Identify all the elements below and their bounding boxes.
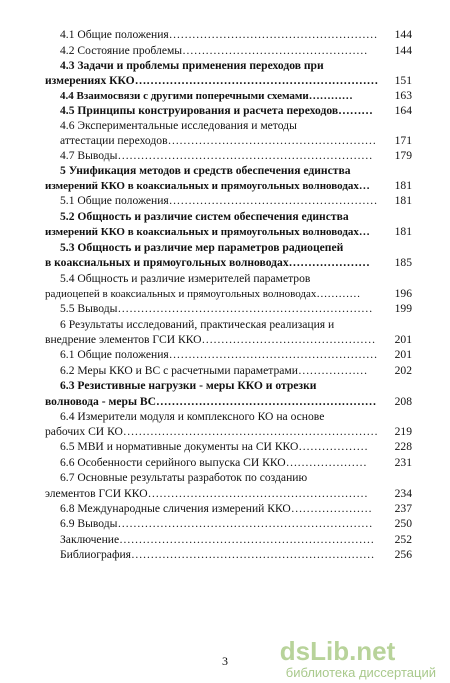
toc-page-number: 219	[394, 425, 412, 438]
toc-page-number: 256	[394, 548, 412, 561]
toc-entry: 6.5 МВИ и нормативные документы на СИ ККО………………	[60, 440, 368, 453]
toc-entry: 5.2 Общность и различие систем обеспечения единства	[60, 210, 349, 223]
toc-entry: 6 Результаты исследований, практическая реализация и	[60, 318, 335, 331]
toc-page-number: 144	[394, 44, 412, 57]
toc-entry: 6.1 Общие положения………………………………………………	[60, 348, 378, 361]
toc-entry: Библиография………………………………………………………	[60, 548, 375, 561]
toc-page-number: 163	[394, 89, 412, 102]
toc-entry: 5.1 Общие положения………………………………………………	[60, 194, 378, 207]
toc-entry: волновода - меры ВС…………………………………………………	[45, 395, 377, 408]
toc-page-number: 252	[394, 533, 412, 546]
toc-entry: 6.4 Измерители модуля и комплексного КО на основе	[60, 410, 325, 423]
toc-page-number: 231	[394, 456, 412, 469]
toc-page-number: 234	[394, 487, 412, 500]
toc-page-number: 201	[394, 333, 412, 346]
toc-entry: 6.8 Международные сличения измерений ККО…………………	[60, 502, 372, 515]
toc-page-number: 208	[394, 395, 412, 408]
toc-entry: 4.5 Принципы конструирования и расчета переходов………	[60, 104, 373, 117]
toc-entry: 6.3 Резистивные нагрузки - меры ККО и отрезки	[60, 379, 317, 392]
toc-entry: внедрение элементов ГСИ ККО………………………………………	[45, 333, 376, 346]
toc-entry: 4.2 Состояние проблемы…………………………………………	[60, 44, 368, 57]
toc-page-number: 202	[394, 364, 412, 377]
toc-entry: 6.2 Меры ККО и ВС с расчетными параметрами………………	[60, 364, 368, 377]
toc-entry: 6.7 Основные результаты разработок по созданию	[60, 471, 308, 484]
page-number: 3	[222, 654, 228, 668]
toc-page-number: 201	[394, 348, 412, 361]
toc-entry: 5 Унификация методов и средств обеспечения единства	[60, 164, 351, 177]
toc-page-number: 196	[394, 287, 412, 300]
toc-entry: 6.9 Выводы…………………………………………………………	[60, 517, 373, 530]
toc-entry: измерениях ККО………………………………………………………	[45, 74, 379, 87]
toc-page-number: 151	[394, 74, 412, 87]
toc-entry: 4.6 Экспериментальные исследования и методы	[60, 119, 297, 132]
toc-entry: Заключение…………………………………………………………	[60, 533, 375, 546]
toc-page-number: 181	[394, 194, 412, 207]
toc-page-number: 181	[394, 225, 412, 238]
toc-entry: измерений ККО в коаксиальных и прямоугольных волноводах…	[45, 226, 370, 238]
toc-entry: в коаксиальных и прямоугольных волноводах…………………	[45, 256, 370, 269]
toc-entry: радиоцепей в коаксиальных и прямоугольных волноводах…………	[45, 288, 361, 300]
toc-page-number: 181	[394, 179, 412, 192]
toc-entry: 6.6 Особенности серийного выпуска СИ ККО…………………	[60, 456, 367, 469]
toc-entry: измерений ККО в коаксиальных и прямоугольных волноводах…	[45, 180, 370, 192]
toc-page-number: 250	[394, 517, 412, 530]
watermark-subtitle: библиотека диссертаций	[285, 665, 436, 680]
toc-page-number: 199	[394, 302, 412, 315]
toc-page-number: 228	[394, 440, 412, 453]
toc-entry: аттестации переходов………………………………………………	[60, 134, 377, 147]
toc-entry: элементов ГСИ ККО…………………………………………………	[45, 487, 368, 500]
toc-entry: 4.3 Задачи и проблемы применения переходов при	[60, 59, 324, 72]
toc-entry: 4.7 Выводы…………………………………………………………	[60, 149, 373, 162]
watermark-logo: dsLib.net	[279, 636, 396, 666]
toc-page-number: 237	[394, 502, 412, 515]
toc-entry: 4.4 Взаимосвязи с другими поперечными схемами…………	[60, 90, 353, 102]
toc-entry: 5.3 Общность и различие мер параметров радиоцепей	[60, 241, 344, 254]
toc-entry: 5.5 Выводы…………………………………………………………	[60, 302, 373, 315]
toc-entry: 5.4 Общность и различие измерителей параметров	[60, 272, 311, 285]
toc-page-number: 185	[394, 256, 412, 269]
toc-entry: рабочих СИ КО…………………………………………………………	[45, 425, 378, 438]
toc-entry: 4.1 Общие положения………………………………………………	[60, 28, 378, 41]
toc-page-number: 164	[394, 104, 412, 117]
toc-page-number: 179	[394, 149, 412, 162]
watermark	[280, 637, 436, 681]
toc-page-number: 171	[394, 134, 412, 147]
toc-page-number: 144	[394, 28, 412, 41]
